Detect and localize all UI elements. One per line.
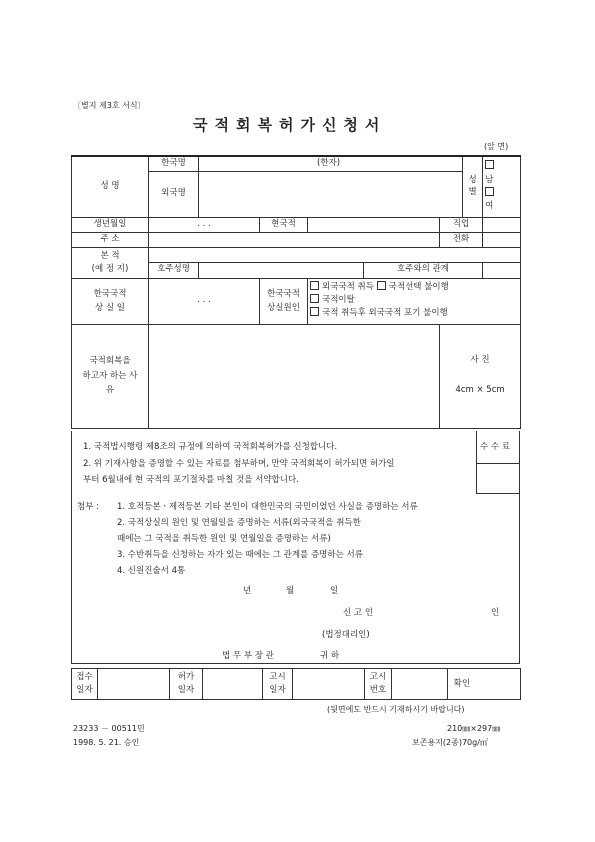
domicile-field[interactable]: [149, 247, 521, 262]
cause-option-no-choice[interactable]: 국적선택 불이행: [377, 282, 449, 292]
notice-number-label: 고시 번호: [365, 669, 392, 700]
photo-box: [440, 324, 521, 428]
birth-date-field[interactable]: . . .: [149, 217, 260, 232]
checkbox-icon[interactable]: [485, 160, 494, 169]
gender-label: 성별: [463, 156, 483, 217]
processing-table: [71, 668, 521, 700]
receipt-date-label: 접수 일자: [72, 669, 98, 700]
approval-date: 1998. 5. 21. 승인: [73, 738, 140, 747]
attachment-item: 3. 수반취득을 신청하는 자가 있는 때에는 그 관계를 증명하는 서류: [117, 550, 363, 560]
occupation-label: 직업: [440, 217, 483, 232]
attachment-item: 때에는 그 국적을 취득한 원인 및 연월일을 증명하는 서류): [117, 534, 331, 544]
pledge-line-3: 부터 6월내에 현 국적의 포기절차를 마칠 것을 서약합니다.: [83, 475, 299, 485]
paper-type: 보존용지(2종)70g/㎡: [412, 738, 488, 747]
current-nationality-label: 현국적: [260, 217, 308, 232]
checkbox-icon[interactable]: [310, 281, 319, 290]
head-relation-label: 호주와의 관계: [364, 262, 483, 278]
loss-date-label: 한국국적 상 실 일: [72, 278, 149, 324]
gender-female-option[interactable]: 여: [485, 187, 518, 213]
loss-cause-options: [308, 278, 521, 324]
occupation-field[interactable]: [483, 217, 521, 232]
foreign-name-label: 외국명: [149, 171, 199, 217]
cause-option-not-renounced[interactable]: 국적 취득후 외국국적 포기 불이행: [310, 307, 518, 320]
addressee-suffix: 귀 하: [320, 651, 340, 661]
applicant-sign-label: 신 고 인: [343, 608, 374, 618]
seal-label: 인: [491, 608, 500, 618]
address-label: 주 소: [72, 232, 149, 247]
gender-male-option[interactable]: 남: [485, 160, 518, 186]
attachment-item: 2. 국적상실의 원인 및 연월일을 증명하는 서류(외국국적을 취득한: [117, 518, 361, 528]
notice-number-field[interactable]: [392, 669, 448, 700]
pledge-line-2: 2. 위 기재사항을 증명할 수 있는 자료를 첨부하며, 만약 국적회복이 허가되면 허가일: [83, 459, 395, 469]
photo-label: 사 진: [470, 355, 490, 366]
korean-name-label: 한국명: [149, 156, 199, 171]
paper-size: 210㎜×297㎜: [447, 724, 501, 733]
foreign-name-field[interactable]: [199, 171, 463, 217]
attachment-item: 1. 호적등본ㆍ제적등본 기타 본인이 대한민국의 국민이었던 사실을 증명하는 서류: [117, 502, 418, 512]
name-label: 성 명: [72, 156, 149, 217]
loss-date-field[interactable]: . . .: [149, 278, 260, 324]
permit-date-field[interactable]: [203, 669, 263, 700]
legal-agent-label: (법정대리인): [322, 630, 370, 640]
fee-field[interactable]: [476, 463, 520, 494]
phone-label: 전화: [440, 232, 483, 247]
fee-label: 수 수 료: [480, 442, 511, 452]
head-name-label: 호주성명: [149, 262, 199, 278]
confirm-label: 확인: [453, 678, 471, 689]
date-year-label: 년: [243, 586, 252, 596]
reason-field[interactable]: [149, 324, 440, 428]
reason-label: 국적회복을 하고자 하는 사 유: [72, 324, 149, 428]
form-title: 국적회복허가신청서: [193, 116, 387, 134]
cause-option-foreign-acquire[interactable]: 외국국적 취득: [310, 282, 374, 292]
head-relation-field[interactable]: [483, 262, 521, 278]
phone-field[interactable]: [483, 232, 521, 247]
hanja-label: (한자): [317, 158, 341, 169]
head-name-field[interactable]: [199, 262, 364, 278]
form-number: 〔별지 제3호 서식〕: [73, 101, 146, 110]
form-code: 23233 － 00511민: [73, 724, 145, 733]
checkbox-icon[interactable]: [377, 281, 386, 290]
notice-date-field[interactable]: [293, 669, 365, 700]
loss-cause-label: 한국국적 상실원인: [260, 278, 308, 324]
checkbox-icon[interactable]: [485, 187, 494, 196]
pledge-line-1: 1. 국적법시행령 제8조의 규정에 의하여 국적회복허가를 신청합니다.: [83, 442, 338, 452]
birth-date-label: 생년월일: [72, 217, 149, 232]
checkbox-icon[interactable]: [310, 294, 319, 303]
date-day-label: 일: [330, 586, 339, 596]
confirm-cell[interactable]: [448, 669, 521, 700]
domicile-label: 본 적 (예 정 지): [72, 247, 149, 278]
current-nationality-field[interactable]: [308, 217, 440, 232]
addressee-label: 법 무 부 장 관: [222, 651, 274, 661]
date-month-label: 월: [286, 586, 295, 596]
notice-date-label: 고시 일자: [263, 669, 293, 700]
photo-size: 4cm × 5cm: [455, 385, 505, 395]
receipt-date-field[interactable]: [98, 669, 170, 700]
checkbox-icon[interactable]: [310, 307, 319, 316]
application-form-table: [71, 155, 521, 429]
attachment-item: 4. 신원진술서 4통: [117, 566, 186, 576]
permit-date-label: 허가 일자: [170, 669, 203, 700]
address-field[interactable]: [149, 232, 440, 247]
korean-name-field[interactable]: [199, 156, 463, 171]
back-page-note: (뒷면에도 반드시 기재하시기 바랍니다): [327, 705, 465, 714]
attachments-label: 첨부 :: [77, 502, 99, 512]
cause-option-renounce[interactable]: 국적이탈: [310, 294, 518, 307]
page-side-label: (앞 면): [484, 142, 509, 151]
